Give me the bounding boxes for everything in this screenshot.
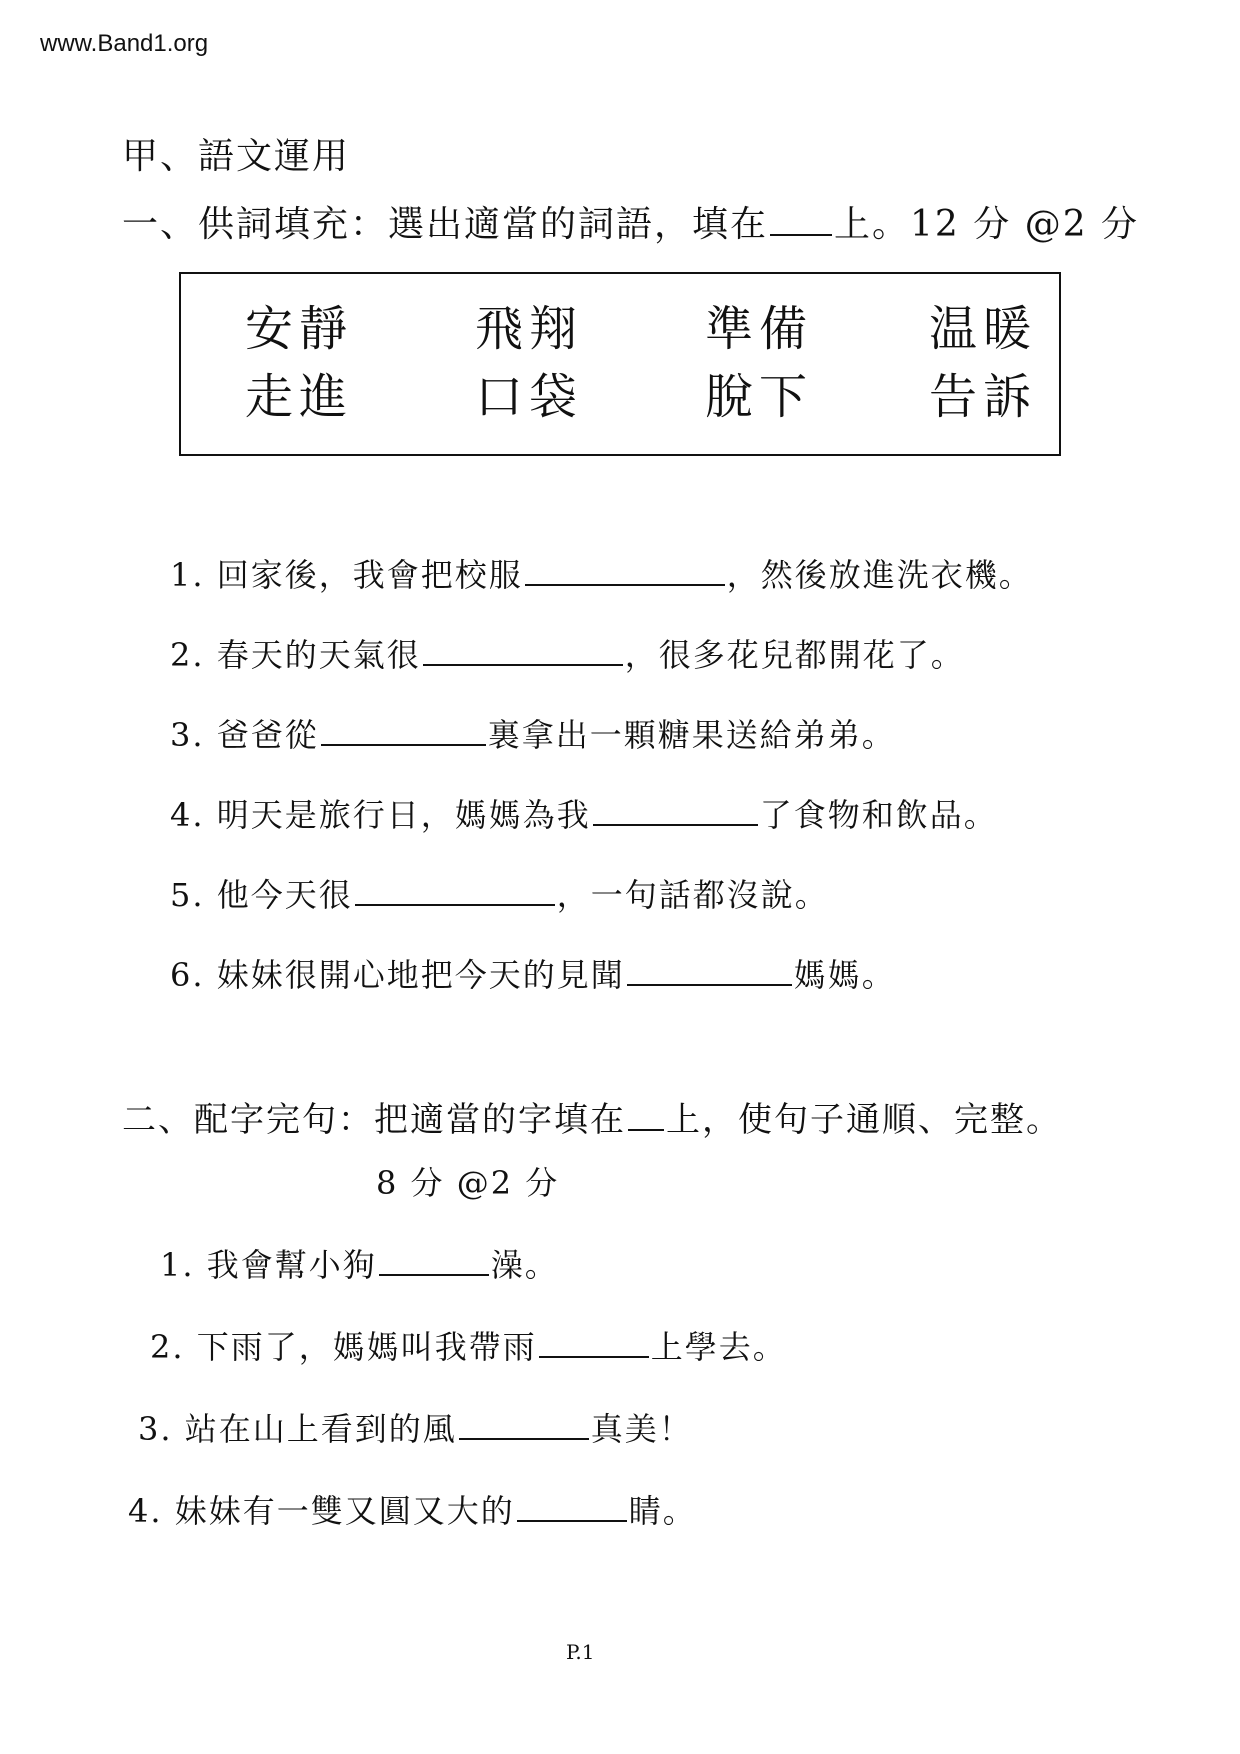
part1-question	[170, 710, 896, 756]
answer-blank[interactable]	[321, 718, 486, 746]
answer-blank[interactable]	[379, 1248, 489, 1276]
word-bank-item: 口袋	[475, 369, 584, 425]
question-text: 媽媽。	[793, 956, 896, 994]
question-text: ，然後放進洗衣機。	[726, 556, 1033, 594]
word-bank-box	[179, 272, 1061, 456]
answer-blank[interactable]	[355, 878, 555, 906]
question-text: 裏拿出一顆糖果送給弟弟。	[487, 716, 896, 754]
part2-instruction-text: 二、配字完句：把適當的字填在	[122, 1100, 626, 1140]
word-bank-item: 飛翔	[475, 301, 584, 357]
question-text: 澡。	[490, 1246, 559, 1284]
word-bank-item: 安靜	[245, 301, 354, 357]
answer-blank[interactable]	[517, 1494, 627, 1522]
answer-blank[interactable]	[593, 798, 758, 826]
answer-blank[interactable]	[423, 638, 623, 666]
site-url: www.Band1.org	[40, 30, 209, 57]
question-text: 真美！	[590, 1410, 693, 1448]
part1-question	[170, 950, 896, 996]
question-text: 2. 下雨了，媽媽叫我帶雨	[150, 1328, 537, 1366]
part2-instruction-text: 上，使句子通順、完整。	[666, 1100, 1062, 1140]
part2-score: 8 分 @2 分	[376, 1164, 560, 1202]
answer-blank	[770, 208, 832, 236]
part2-question	[150, 1322, 787, 1368]
question-text: 上學去。	[650, 1328, 787, 1366]
question-text: 2. 春天的天氣很	[170, 636, 421, 674]
part1-instruction-text: 一、供詞填充：選出適當的詞語，填在	[122, 204, 769, 245]
part1-instruction-score: 上。12 分 @2 分	[834, 204, 1140, 245]
word-bank-item: 告訴	[929, 369, 1038, 425]
question-text: 6. 妹妹很開心地把今天的見聞	[170, 956, 625, 994]
word-bank-item: 走進	[245, 369, 354, 425]
word-bank-item: 準備	[705, 301, 814, 357]
question-text: 了食物和飲品。	[759, 796, 998, 834]
section-title: 甲、語文運用	[122, 136, 351, 177]
part1-question	[170, 790, 998, 836]
question-text: 1. 我會幫小狗	[160, 1246, 377, 1284]
part2-question	[160, 1240, 559, 1286]
part1-question	[170, 870, 829, 916]
question-text: 3. 爸爸從	[170, 716, 319, 754]
question-text: ，一句話都沒說。	[556, 876, 829, 914]
question-text: 睛。	[628, 1492, 697, 1530]
question-text: 4. 妹妹有一雙又圓又大的	[128, 1492, 515, 1530]
part1-instruction	[122, 196, 1139, 247]
page-number: P.1	[566, 1640, 595, 1664]
word-bank-item: 脫下	[705, 369, 814, 425]
part2-question	[128, 1486, 697, 1532]
part1-question	[170, 550, 1033, 596]
question-text: 3. 站在山上看到的風	[138, 1410, 457, 1448]
part2-instruction	[122, 1092, 1062, 1141]
answer-blank[interactable]	[539, 1330, 649, 1358]
answer-blank[interactable]	[627, 958, 792, 986]
part2-question	[138, 1404, 693, 1450]
question-text: 4. 明天是旅行日，媽媽為我	[170, 796, 591, 834]
question-text: 1. 回家後，我會把校服	[170, 556, 523, 594]
question-text: ，很多花兒都開花了。	[624, 636, 965, 674]
question-text: 5. 他今天很	[170, 876, 353, 914]
answer-blank[interactable]	[525, 558, 725, 586]
part1-question	[170, 630, 965, 676]
answer-blank	[628, 1103, 664, 1131]
answer-blank[interactable]	[459, 1412, 589, 1440]
word-bank-item: 温暖	[929, 301, 1038, 357]
